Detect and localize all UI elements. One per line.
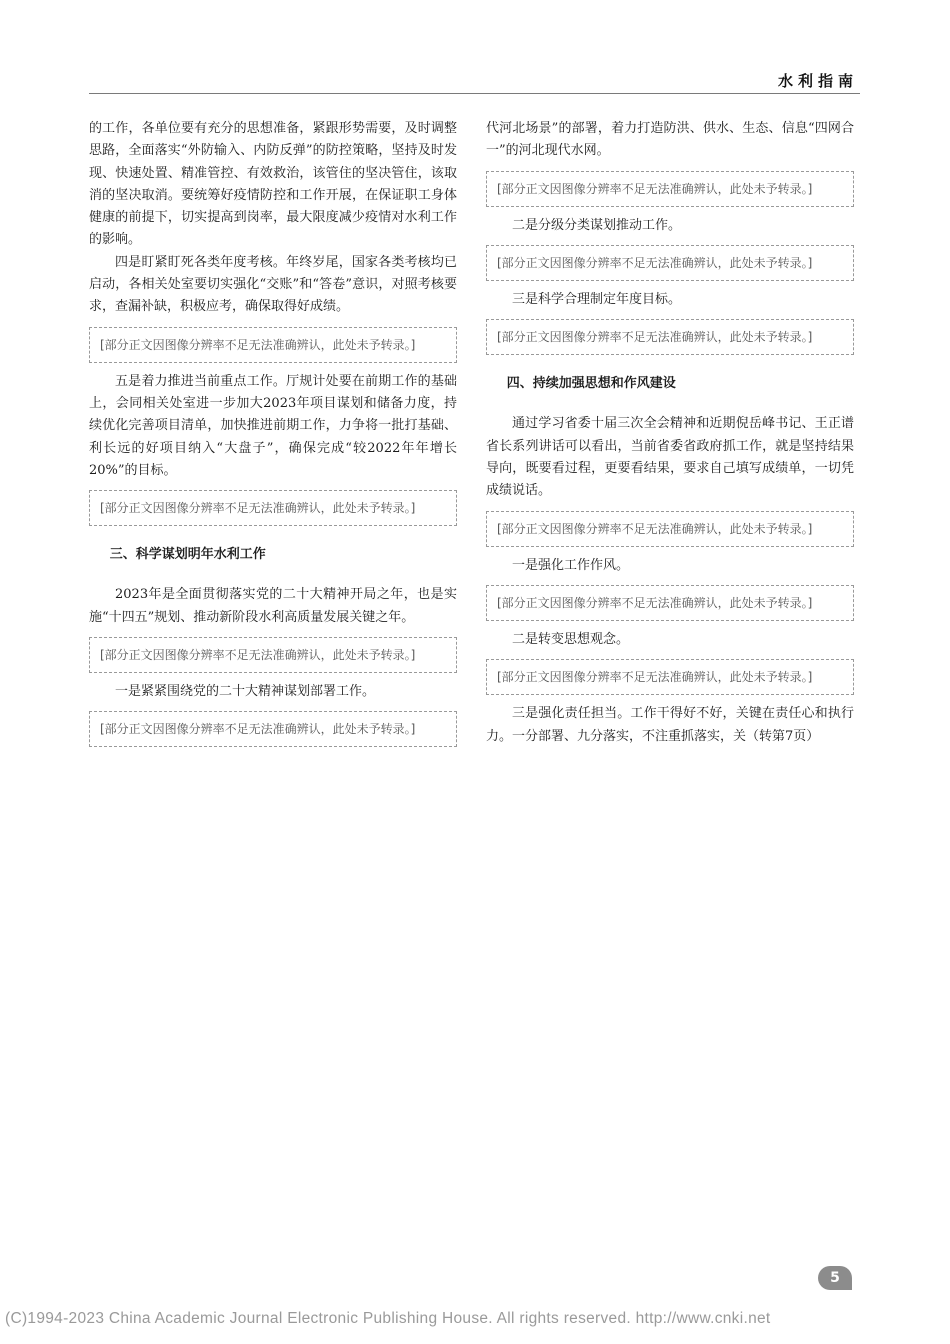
- unreadable-note: [部分正文因图像分辨率不足无法准确辨认，此处未予转录。]: [89, 490, 457, 526]
- paragraph-section-three-point-one: 一是紧紧围绕党的二十大精神谋划部署工作。: [115, 684, 376, 700]
- unreadable-note: [部分正文因图像分辨率不足无法准确辨认，此处未予转录。]: [89, 327, 457, 363]
- unreadable-note: [部分正文因图像分辨率不足无法准确辨认，此处未予转录。]: [486, 511, 854, 547]
- paragraph-key-work: 五是着力推进当前重点工作。厅规计处要在前期工作的基础上，会同相关处室进一步加大2023年项目谋划和储备力度，持续优化完善项目清单，加快推进前期工作，力争将一批打基础、利长远的好项目纳入“大盘子”，确保完成“较2022年年增长20%”的目标。: [89, 373, 457, 478]
- unreadable-note: [部分正文因图像分辨率不足无法准确辨认，此处未予转录。]: [486, 171, 854, 207]
- left-column: [89, 118, 457, 755]
- unreadable-note: [部分正文因图像分辨率不足无法准确辨认，此处未予转录。]: [89, 637, 457, 673]
- unreadable-note: [部分正文因图像分辨率不足无法准确辨认，此处未予转录。]: [486, 585, 854, 621]
- paragraph-opening: 的工作，各单位要有充分的思想准备，紧跟形势需要，及时调整思路，全面落实“外防输入、内防反弹”的防控策略，坚持及时发现、快速处置、精准管控、有效救治，该管住的坚决管住，该取消的坚决取消。要统筹好疫情防控和工作开展，在保证职工身体健康的前提下，切实提高到岗率，最大限度减少疫情对水利工作的影响。: [89, 121, 457, 248]
- paragraph-responsibility: 三是强化责任担当。工作干得好不好，关键在责任心和执行力。一分部署、九分落实，不注重抓落实，关（转第7页）: [486, 706, 854, 744]
- unreadable-note: [部分正文因图像分辨率不足无法准确辨认，此处未予转录。]: [486, 659, 854, 695]
- section-heading-four: 四、持续加强思想和作风建设: [506, 376, 676, 392]
- paragraph-annual-assessment: 四是盯紧盯死各类年度考核。年终岁尾，国家各类考核均已启动，各相关处室要切实强化“交账”和“答卷”意识，对照考核要求，查漏补缺，积极应考，确保取得好成绩。: [89, 254, 457, 315]
- paragraph-section-four-intro: 通过学习省委十届三次全会精神和近期倪岳峰书记、王正谱省长系列讲话可以看出，当前省委省政府抓工作，就是坚持结果导向，既要看过程，更要看结果，要求自己填写成绩单，一切凭成绩说话。: [486, 416, 854, 499]
- header-rule: [89, 93, 860, 94]
- section-heading-three: 三、科学谋划明年水利工作: [109, 547, 266, 563]
- copyright-line: (C)1994-2023 China Academic Journal Electronic Publishing House. All rights reserved. http://www.cnki.net: [5, 1310, 771, 1327]
- paragraph-continued: 代河北场景”的部署，着力打造防洪、供水、生态、信息“四网合一”的河北现代水网。: [486, 121, 854, 159]
- paragraph-work-style: 一是强化工作作风。: [512, 557, 630, 573]
- paragraph-mindset: 二是转变思想观念。: [512, 631, 630, 647]
- unreadable-note: [部分正文因图像分辨率不足无法准确辨认，此处未予转录。]: [486, 319, 854, 355]
- unreadable-note: [部分正文因图像分辨率不足无法准确辨认，此处未予转录。]: [89, 711, 457, 747]
- unreadable-note: [部分正文因图像分辨率不足无法准确辨认，此处未予转录。]: [486, 245, 854, 281]
- paragraph-tiered-planning: 二是分级分类谋划推动工作。: [512, 217, 682, 233]
- paragraph-section-three-intro: 2023年是全面贯彻落实党的二十大精神开局之年，也是实施“十四五”规划、推动新阶段水利高质量发展关键之年。: [89, 587, 457, 625]
- paragraph-annual-targets: 三是科学合理制定年度目标。: [512, 291, 682, 307]
- right-column: [486, 118, 854, 748]
- journal-name: 水利指南: [777, 72, 858, 90]
- page-number: 5: [818, 1266, 852, 1290]
